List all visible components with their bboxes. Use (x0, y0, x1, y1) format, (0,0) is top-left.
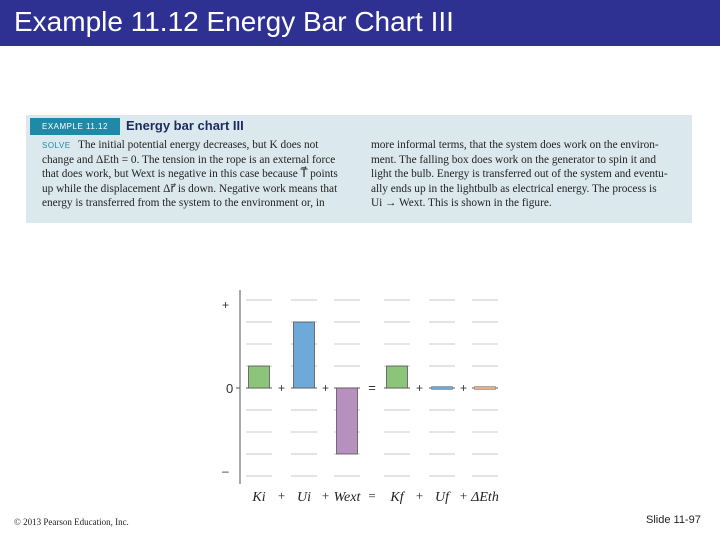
left-line-3: that does work, but Wext is negative in this case because T⃗ points (42, 168, 338, 180)
chart-category-label: ΔEth (471, 490, 499, 505)
chart-label-operator: = (368, 488, 376, 503)
chart-label-operator: + (415, 488, 424, 503)
solve-label: SOLVE (42, 141, 71, 150)
right-line-3: light the bulb. Energy is transferred out of the system and eventu- (371, 168, 668, 180)
chart-operator: + (321, 381, 330, 395)
chart-y-tick-label: 0 (226, 381, 234, 396)
chart-category-label: Ki (252, 490, 266, 505)
chart-label-operator: + (321, 488, 330, 503)
chart-bar (337, 388, 358, 454)
chart-bar (432, 387, 453, 390)
example-tag: EXAMPLE 11.12 (30, 118, 120, 135)
chart-category-label: Kf (390, 490, 404, 505)
chart-operator: + (415, 381, 424, 395)
right-line-4: ally ends up in the lightbulb as electrical energy. The process is (371, 182, 657, 195)
chart-bar (475, 387, 496, 390)
chart-bar (294, 322, 315, 388)
left-line-4: up while the displacement Δr⃗ is down. Negative work means that (42, 182, 338, 195)
chart-category-label: Uf (435, 490, 449, 505)
chart-bar (249, 366, 270, 388)
left-line-1: The initial potential energy decreases, but K does not (78, 139, 319, 151)
right-line-5: Ui → Wext. This is shown in the figure. (371, 197, 552, 209)
chart-label-operator: + (277, 488, 286, 503)
chart-operator: + (459, 381, 468, 395)
chart-category-label: Ui (297, 490, 311, 505)
slide-number: Slide 11-97 (646, 514, 701, 526)
chart-label-operator: + (459, 488, 468, 503)
chart-category-label: Wext (333, 490, 361, 505)
left-line-5: energy is transferred from the system to the environment or, in (42, 197, 325, 209)
copyright-footer: © 2013 Pearson Education, Inc. (14, 517, 129, 527)
chart-bar (387, 366, 408, 388)
right-line-2: ment. The falling box does work on the generator to spin it and (371, 153, 656, 166)
chart-y-tick-label: + (222, 298, 230, 312)
left-line-2: change and ΔEth = 0. The tension in the rope is an external force (42, 153, 336, 166)
chart-operator: = (368, 380, 376, 395)
slide-title: Example 11.12 Energy Bar Chart III (14, 6, 454, 37)
chart-y-tick-label: – (222, 464, 229, 478)
example-name: Energy bar chart III (126, 118, 244, 133)
right-line-1: more informal terms, that the system does work on the environ- (371, 139, 659, 151)
chart-operator: + (277, 381, 286, 395)
